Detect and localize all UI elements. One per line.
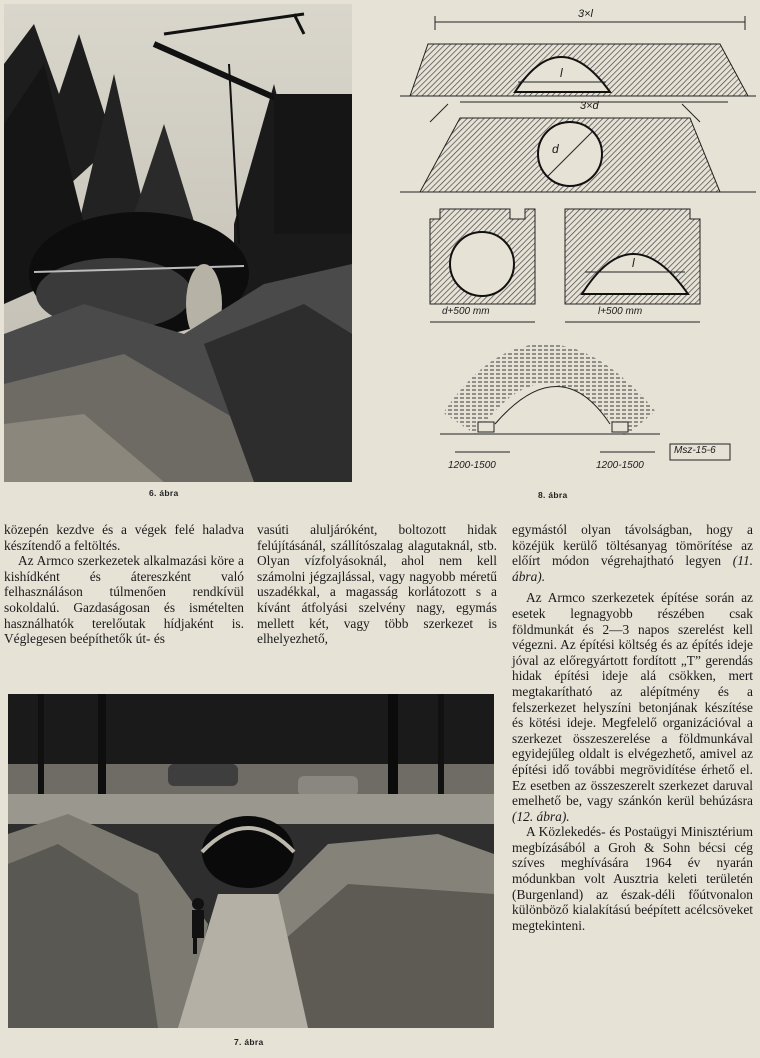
label-top-span: 3×l: [578, 8, 593, 20]
figure-7-photo: [8, 694, 494, 1028]
col1-paragraph-2: Az Armco szerkezetek alkalmazási köre a kishídként és átereszként való felhasználáson túlmenően rendkívül sokoldalú. Gazdaságosan és ismételten használhatók terelőutak hídjaként is. Véglegesen beépíthetők út- és: [4, 553, 244, 647]
text-column-1: [4, 522, 244, 647]
label-top-width: l: [560, 66, 563, 80]
col1-paragraph-1: közepén kezdve és a végek felé haladva készítendő a feltöltés.: [4, 522, 244, 553]
drawing-stamp: Msz-15-6: [674, 445, 716, 456]
label-arch-right: 1200-1500: [596, 460, 644, 471]
figure-8-caption: 8. ábra: [538, 490, 568, 500]
figure-8-drawing: [400, 4, 756, 484]
col3-paragraph-1: [512, 522, 753, 584]
col3-paragraph-2: [512, 590, 753, 824]
label-third-width: l: [632, 256, 635, 270]
text-column-2: [257, 522, 497, 647]
fig12-reference: (12. ábra).: [512, 808, 570, 824]
label-second-span: 3×d: [580, 100, 599, 112]
figure-6-photo: [4, 4, 352, 482]
label-right-dim: l+500 mm: [598, 306, 643, 317]
label-left-dim: d+500 mm: [442, 306, 490, 317]
text-column-3: [512, 522, 753, 933]
col3-paragraph-2-text: Az Armco szerkezetek építése során az esetek legnagyobb részében csak földmunkát és 2—3 napos szerelést kell végezni. Az építési költség és az építés ideje jóval az előregyártott fordított „T” gerendás hidak építési ideje alá csökken, mert megtakarítható az alépítmény és a felszerkezet helyszíni betonjának készítése és kötési ideje. Megfelelő organizációval a szerkezet összeszerelése a földmunkával egyidejűleg oldalt is elvégezhető, amivel az építési idő további megrövidítése érhető el. Ez esetben az összeszerelt szerkezet daruval emelhető be, vagy szánkón kerül behúzásra: [512, 590, 753, 809]
label-second-diameter: d: [552, 142, 559, 156]
label-arch-left: 1200-1500: [448, 460, 496, 471]
fig11-reference: (11. ábra).: [512, 553, 753, 584]
col2-paragraph-1: vasúti aluljáróként, boltozott hidak felújításánál, szállítószalag alagutaknál, stb. Olyan vízfolyásoknál, ahol nem kell számolni jégzajlással, vagy nagyobb méretű uszadékkal, a magasság korlátozott s a kívánt átfolyási szelvény nagy, egymás mellett két, vagy több szerkezet is elhelyezhető,: [257, 522, 497, 647]
figure-6-caption: 6. ábra: [149, 488, 179, 498]
col3-paragraph-3: A Közlekedés- és Postaügyi Minisztérium megbízásából a Groh & Sohn bécsi cég szíves meghívására 1964 év nyarán módunkban volt Ausztria keleti területén (Burgenland) az észak-déli főútvonalon különböző kialakítású beépített acélcsöveket megtekinteni.: [512, 824, 753, 933]
col3-paragraph-1-text: egymástól olyan távolságban, hogy a közéjük kerülő töltésanyag tömörítése az előírt módon végrehajtható legyen: [512, 522, 753, 569]
figure-7-caption: 7. ábra: [234, 1037, 264, 1047]
